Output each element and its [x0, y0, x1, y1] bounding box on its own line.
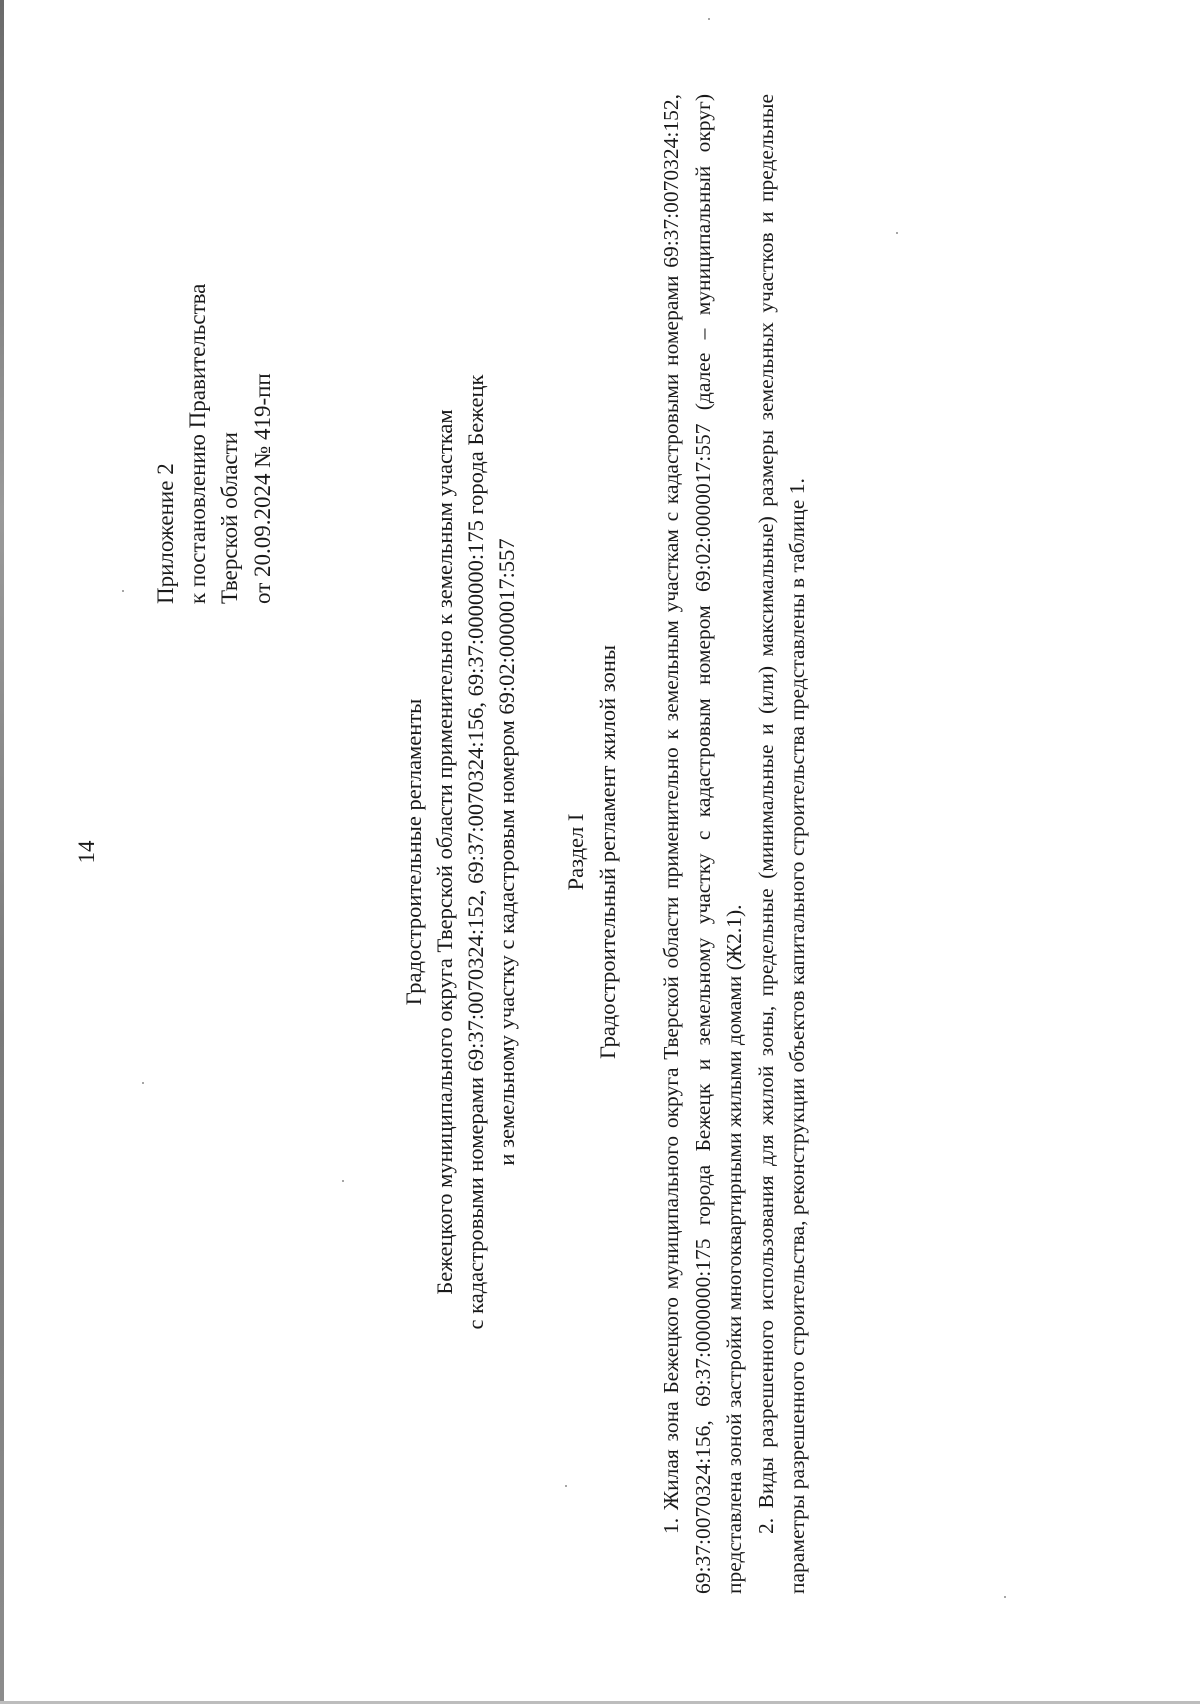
title-line-4: и земельному участку с кадастровым номером 69:02:0000017:557 [494, 538, 520, 1166]
appendix-block [150, 284, 279, 604]
paragraph-1: 1. Жилая зона Бежецкого муниципального округа Тверской области применительно к земельным участкам с кадастровыми номерами 69:37:0070324:152, 69:37:0070324:156, 69:37:0000000:175 города Бежецк и земельному участку с кадастровым номером 69:02:0000017:557 (далее – муниципальный округ) представлена зоной застройки многоквартирными жилыми домами (Ж2.1). [659, 94, 747, 1594]
document-title [398, 330, 522, 1374]
appendix-line-4: от 20.09.2024 № 419-пп [249, 373, 275, 604]
appendix-line-2: к постановлению Правительства [185, 283, 211, 604]
section-heading [560, 330, 623, 1374]
body-text [656, 94, 814, 1594]
paragraph-2: 2. Виды разрешенного использования для жилой зоны, предельные (минимальные и (или) максимальные) размеры земельных участков и предельные параметры разрешенного строительства, реконструкции объектов капитального строительства представлены в таблице 1. [753, 94, 810, 1594]
title-line-3: с кадастровыми номерами 69:37:0070324:152, 69:37:0070324:156, 69:37:0000000:175 города Бежецк [463, 374, 489, 1330]
title-line-2: Бежецкого муниципального округа Тверской области применительно к земельным участкам [432, 409, 458, 1295]
appendix-line-3: Тверской области [217, 432, 243, 604]
section-number: Раздел I [563, 813, 588, 891]
page-number: 14 [74, 840, 99, 864]
section-title: Градостроительный регламент жилой зоны [594, 645, 620, 1060]
appendix-line-1: Приложение 2 [153, 463, 178, 604]
title-line-1: Градостроительные регламенты [401, 698, 426, 1006]
